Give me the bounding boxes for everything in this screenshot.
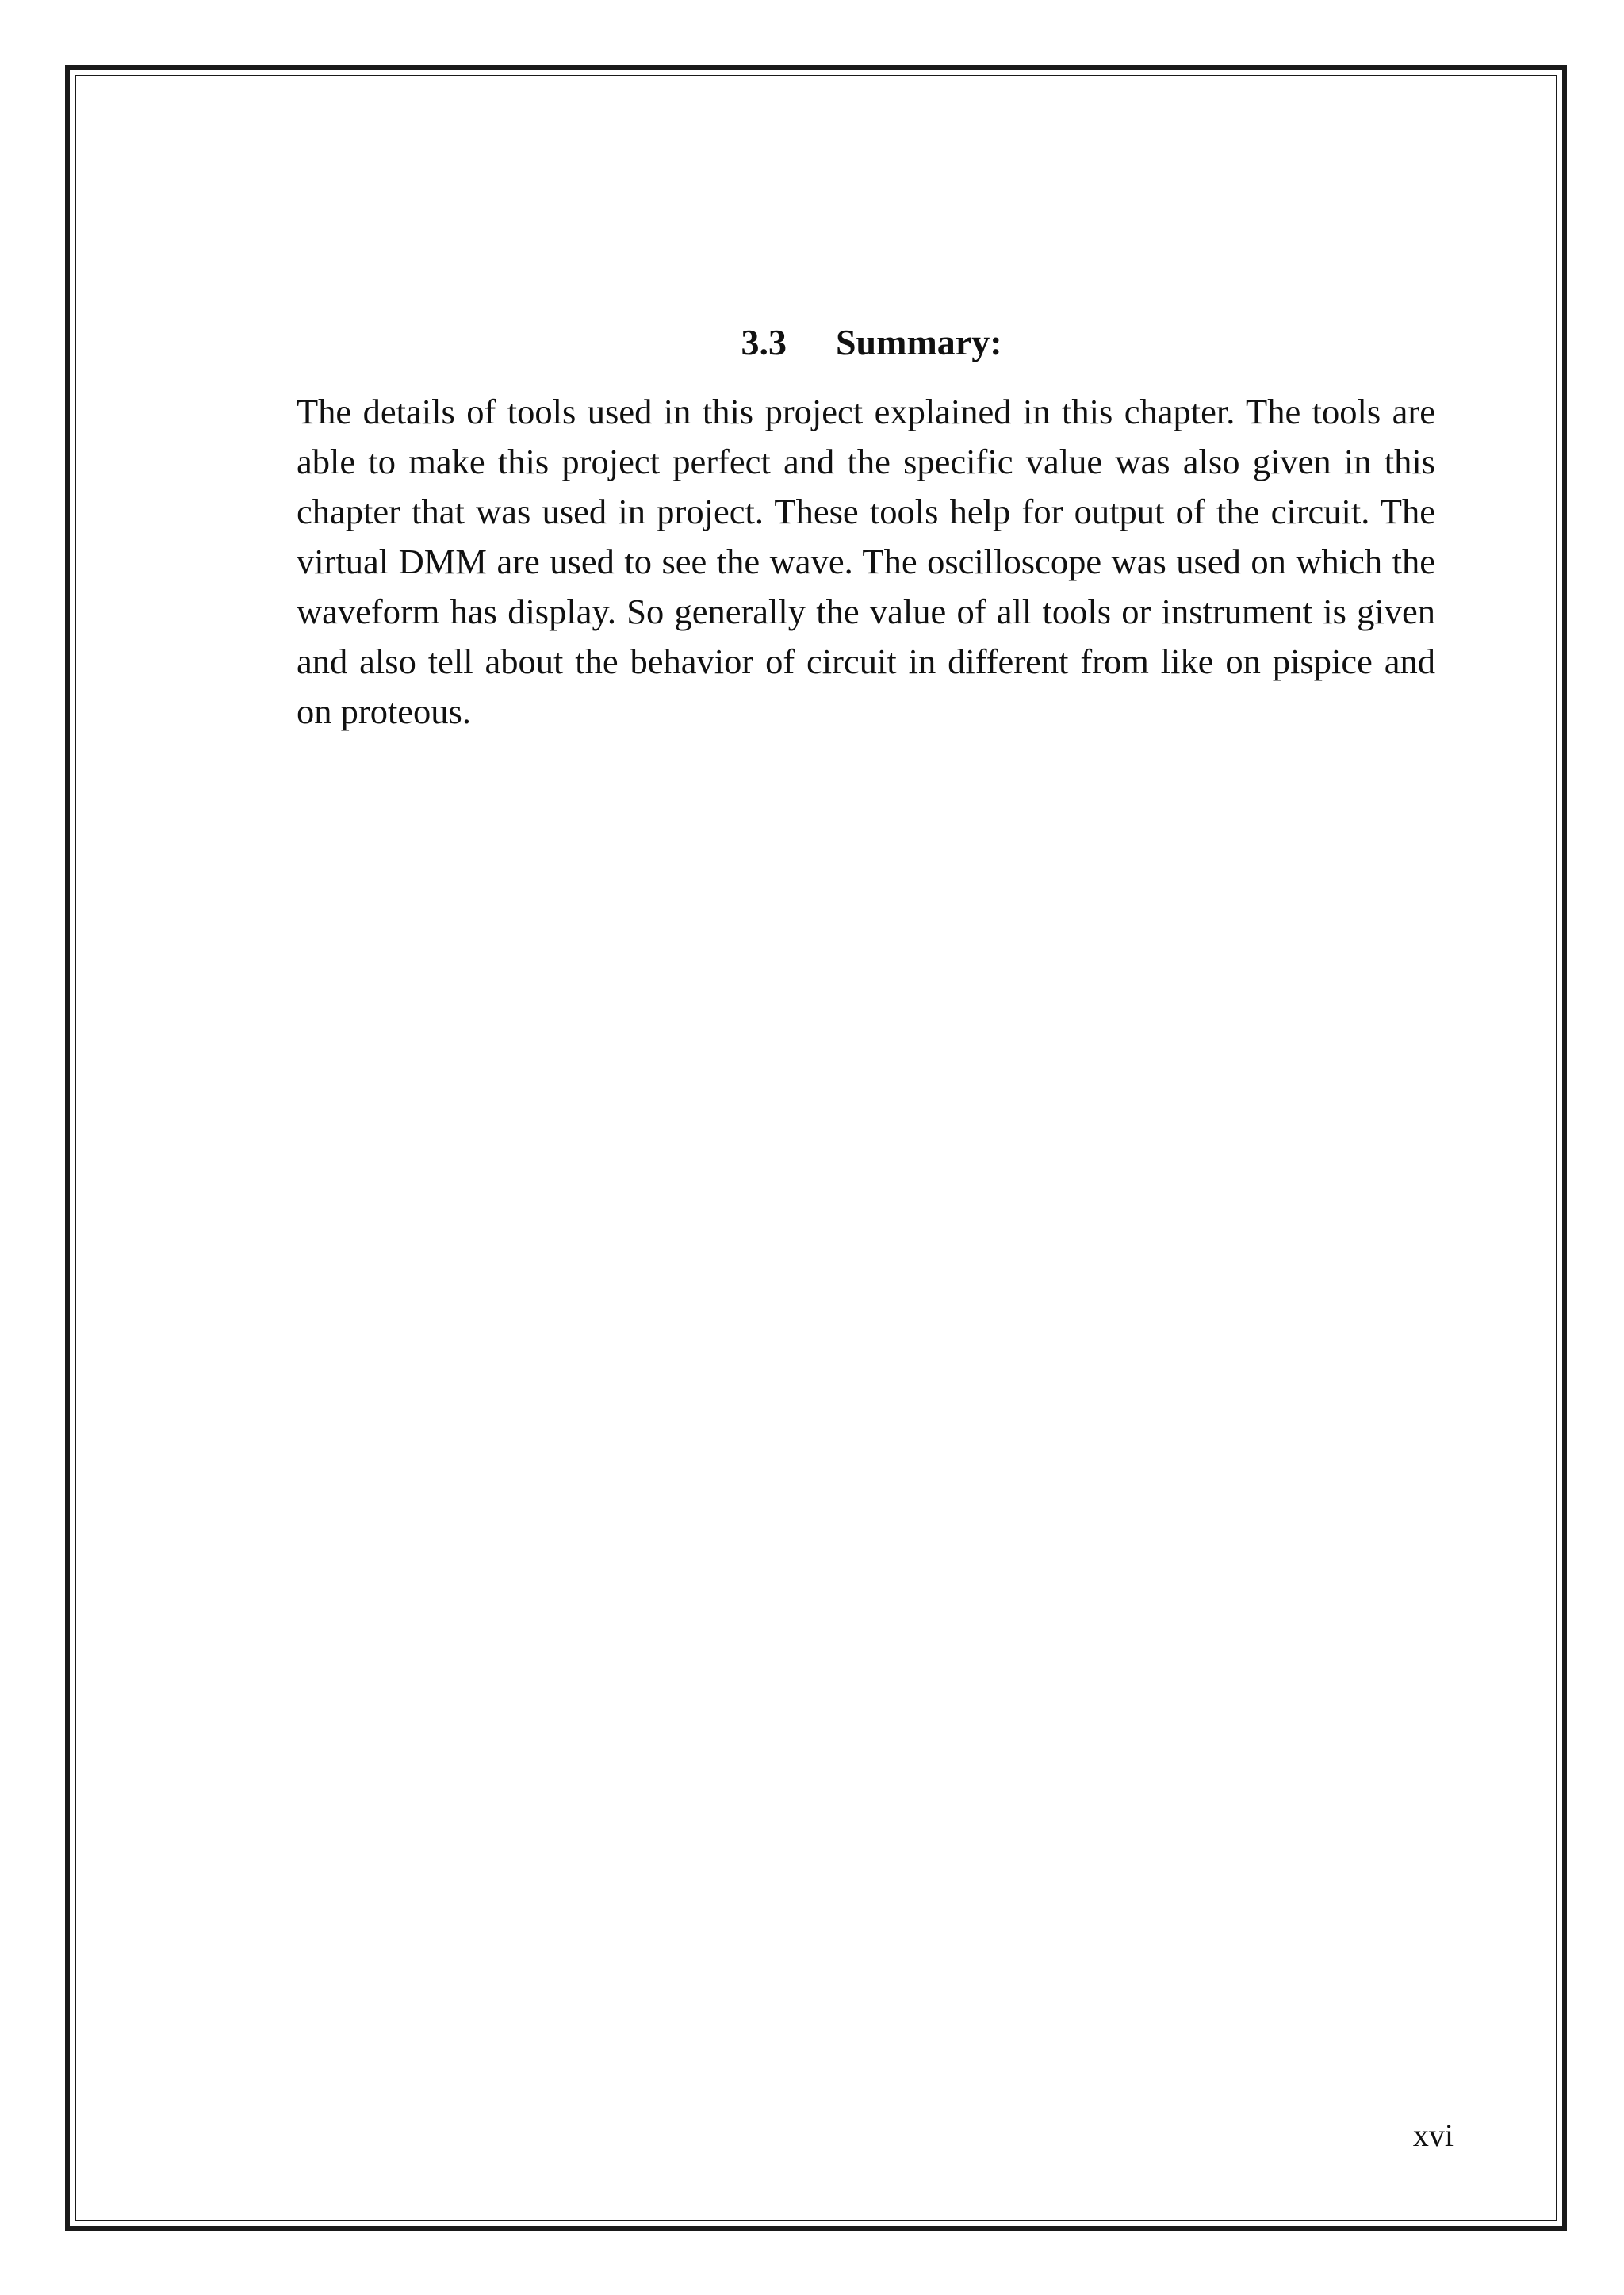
- summary-paragraph: The details of tools used in this project explained in this chapter. The tools are able to make this project perfect and the specific value was also given in this chapter that was used in project. These tools help for output of the circuit. The virtual DMM are used to see the wave. The oscilloscope was used on which the waveform has display. So generally the value of all tools or instrument is given and also tell about the behavior of circuit in different from like on pispice and on proteous.: [297, 392, 1435, 731]
- section-title: Summary:: [835, 322, 1002, 362]
- page-number: xvi: [1412, 2117, 1454, 2153]
- section-heading: [0, 320, 1624, 365]
- section-number: 3.3: [741, 322, 787, 362]
